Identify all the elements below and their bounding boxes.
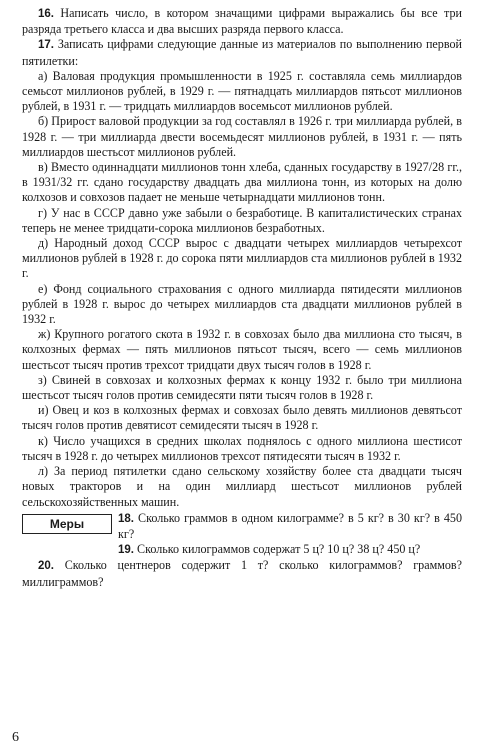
exercise-paragraph: [22, 403, 462, 433]
exercise-paragraph: [22, 327, 462, 373]
exercise-text: л) За период пятилетки сдано сельскому хозяйству более ста двадцати тысяч новых тракторов и на один миллиард шестьсот миллионов рублей сельскохозяйственных машин.: [22, 464, 462, 509]
exercise-paragraph: [22, 464, 462, 510]
exercise-19: [22, 542, 462, 558]
exercise-paragraph: [22, 6, 462, 37]
exercise-paragraph: [22, 69, 462, 115]
exercise-text: в) Вместо одиннадцати миллионов тонн хлеба, сданных государству в 1927/28 гг., в 1931/32 гг. сдано государству двадцать два миллиона тонн, из которых на долю колхозов и совхозов падает не меньше четырнадцати миллионов тонн.: [22, 160, 462, 205]
exercise-text: Записать цифрами следующие данные из материалов по выполнению первой пятилетки:: [22, 37, 462, 68]
page-number: 6: [12, 730, 19, 745]
exercise-text: а) Валовая продукция промышленности в 1925 г. составляла семь миллиардов семьсот миллионов рублей, в 1929 г. — пятнадцать миллиардов пятьсот миллионов рублей, в 1931 г. — тридцать миллиардов восемьсот миллионов рублей.: [22, 68, 462, 114]
exercise-paragraph: [22, 373, 462, 403]
exercise-number: 17.: [38, 39, 54, 52]
exercise-paragraph: [22, 160, 462, 206]
measures-section: [22, 511, 462, 559]
exercise-text: д) Народный доход СССР вырос с двадцати четырех миллиардов четырехсот миллионов рублей в 1928 г. до сорока пяти миллиардов ста миллионов рублей в 1932 г.: [22, 236, 462, 281]
exercise-paragraphs: [22, 6, 462, 510]
exercise-text: е) Фонд социального страхования с одного миллиарда пятидесяти миллионов рублей в 1928 г. вырос до четырех миллиардов ста двадцати миллионов рублей в 1932 г.: [22, 281, 462, 327]
exercise-paragraph: [22, 282, 462, 328]
exercise-paragraph: [22, 206, 462, 236]
exercise-text: г) У нас в СССР давно уже забыли о безработице. В капиталистических странах теперь не менее тридцати-сорока миллионов безработных.: [22, 205, 462, 235]
exercise-text: ж) Крупного рогатого скота в 1932 г. в совхозах было два миллиона сто тысяч, в колхозных фермах — пять миллионов пятьсот тысяч, всего — семь миллионов шестьсот тысяч против трехсот тридцати двух тысяч голов в 1928 г.: [22, 327, 462, 372]
exercise-paragraph: [22, 114, 462, 160]
exercise-number: 16.: [38, 8, 54, 20]
exercise-paragraph: [22, 434, 462, 464]
exercise-number: 20.: [38, 560, 54, 573]
exercise-paragraph: [22, 37, 462, 68]
exercise-20: [22, 558, 462, 589]
exercise-text: Сколько граммов в одном килограмме? в 5 кг? в 30 кг? в 450 кг?: [118, 510, 462, 541]
exercise-number: 19.: [118, 544, 134, 557]
exercise-text: и) Овец и коз в колхозных фермах и совхозах было девять миллионов девятьсот тысяч голов против девятисот семидесяти тысяч в 1928 г.: [22, 403, 462, 433]
exercise-text: Написать число, в котором значащими цифрами выражались бы все три разряда третьего класса и два высших разряда первого класса.: [22, 6, 462, 37]
exercise-text: б) Прирост валовой продукции за год составлял в 1926 г. три миллиарда рублей, в 1928 г. — три миллиарда двести восемьдесят миллионов рублей, в 1931 г. — пять миллиардов шестьсот миллионов рублей.: [22, 114, 462, 159]
exercise-text: з) Свиней в совхозах и колхозных фермах к концу 1932 г. было три миллиона шестьсот тысяч голов против семидесяти пяти тысяч голов в 1928 г.: [22, 372, 462, 403]
exercise-paragraph: [22, 236, 462, 282]
exercise-text: к) Число учащихся в средних школах поднялось с одного миллиона шестисот тысяч в 1928 г. до четырех миллионов трехсот пятидесяти тысяч в 1932 г.: [22, 433, 462, 463]
section-badge-measures: Меры: [22, 514, 112, 534]
exercise-text: Сколько килограммов содержат 5 ц? 10 ц? 38 ц? 450 ц?: [137, 542, 421, 557]
exercise-text: Сколько центнеров содержит 1 т? сколько килограммов? граммов? миллиграммов?: [22, 558, 462, 589]
exercise-number: 18.: [118, 512, 134, 525]
